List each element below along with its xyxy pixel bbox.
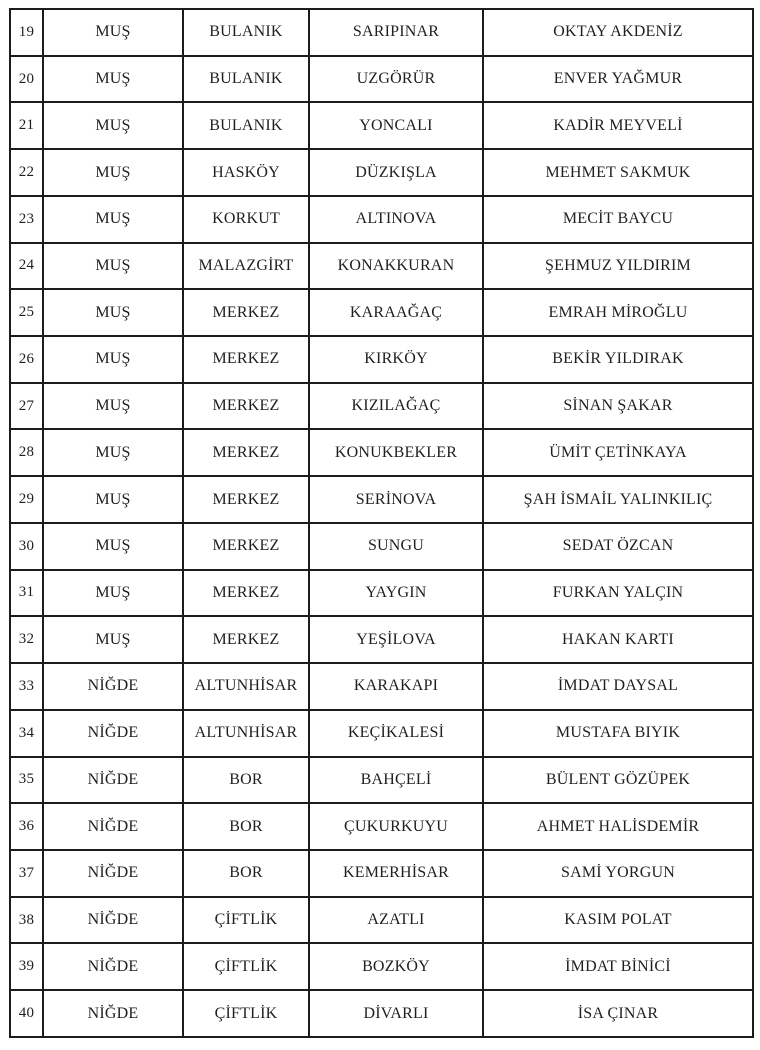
locality-cell: BOZKÖY	[309, 943, 483, 990]
table-row	[10, 616, 753, 663]
district-cell: ÇİFTLİK	[183, 990, 309, 1037]
locality-cell: YAYGIN	[309, 570, 483, 617]
district-cell: MALAZGİRT	[183, 243, 309, 290]
district-cell: MERKEZ	[183, 523, 309, 570]
person-name-cell: SAMİ YORGUN	[483, 850, 753, 897]
person-name-cell: HAKAN KARTI	[483, 616, 753, 663]
district-cell: MERKEZ	[183, 429, 309, 476]
locality-cell: UZGÖRÜR	[309, 56, 483, 103]
province-cell: MUŞ	[43, 476, 183, 523]
locality-cell: KEÇİKALESİ	[309, 710, 483, 757]
row-number-cell: 26	[10, 336, 43, 383]
locality-cell: SUNGU	[309, 523, 483, 570]
district-cell: KORKUT	[183, 196, 309, 243]
officials-table	[9, 8, 754, 1038]
locality-cell: AZATLI	[309, 897, 483, 944]
table-row	[10, 663, 753, 710]
table-row	[10, 943, 753, 990]
row-number-cell: 20	[10, 56, 43, 103]
locality-cell: SERİNOVA	[309, 476, 483, 523]
person-name-cell: İMDAT DAYSAL	[483, 663, 753, 710]
table-row	[10, 9, 753, 56]
province-cell: NİĞDE	[43, 943, 183, 990]
province-cell: MUŞ	[43, 149, 183, 196]
table-row	[10, 897, 753, 944]
row-number-cell: 25	[10, 289, 43, 336]
province-cell: MUŞ	[43, 523, 183, 570]
province-cell: NİĞDE	[43, 710, 183, 757]
locality-cell: SARIPINAR	[309, 9, 483, 56]
person-name-cell: MEHMET SAKMUK	[483, 149, 753, 196]
table-row	[10, 56, 753, 103]
person-name-cell: MECİT BAYCU	[483, 196, 753, 243]
row-number-cell: 30	[10, 523, 43, 570]
person-name-cell: KASIM POLAT	[483, 897, 753, 944]
district-cell: HASKÖY	[183, 149, 309, 196]
row-number-cell: 27	[10, 383, 43, 430]
district-cell: MERKEZ	[183, 383, 309, 430]
row-number-cell: 31	[10, 570, 43, 617]
row-number-cell: 23	[10, 196, 43, 243]
row-number-cell: 29	[10, 476, 43, 523]
table-row	[10, 336, 753, 383]
province-cell: MUŞ	[43, 336, 183, 383]
row-number-cell: 28	[10, 429, 43, 476]
locality-cell: KARAAĞAÇ	[309, 289, 483, 336]
person-name-cell: ÜMİT ÇETİNKAYA	[483, 429, 753, 476]
province-cell: MUŞ	[43, 570, 183, 617]
person-name-cell: İMDAT BİNİCİ	[483, 943, 753, 990]
province-cell: MUŞ	[43, 56, 183, 103]
table-row	[10, 289, 753, 336]
table-row	[10, 149, 753, 196]
district-cell: ALTUNHİSAR	[183, 663, 309, 710]
locality-cell: ALTINOVA	[309, 196, 483, 243]
province-cell: MUŞ	[43, 383, 183, 430]
locality-cell: ÇUKURKUYU	[309, 803, 483, 850]
locality-cell: KONUKBEKLER	[309, 429, 483, 476]
province-cell: MUŞ	[43, 429, 183, 476]
person-name-cell: ŞEHMUZ YILDIRIM	[483, 243, 753, 290]
table-row	[10, 196, 753, 243]
district-cell: BULANIK	[183, 56, 309, 103]
locality-cell: YONCALI	[309, 102, 483, 149]
locality-cell: DÜZKIŞLA	[309, 149, 483, 196]
district-cell: BOR	[183, 850, 309, 897]
province-cell: NİĞDE	[43, 850, 183, 897]
table-row	[10, 710, 753, 757]
row-number-cell: 22	[10, 149, 43, 196]
person-name-cell: OKTAY AKDENİZ	[483, 9, 753, 56]
table-row	[10, 990, 753, 1037]
province-cell: MUŞ	[43, 289, 183, 336]
locality-cell: KIRKÖY	[309, 336, 483, 383]
row-number-cell: 39	[10, 943, 43, 990]
officials-table-body	[10, 9, 753, 1037]
person-name-cell: BÜLENT GÖZÜPEK	[483, 757, 753, 804]
person-name-cell: İSA ÇINAR	[483, 990, 753, 1037]
person-name-cell: KADİR MEYVELİ	[483, 102, 753, 149]
row-number-cell: 21	[10, 102, 43, 149]
district-cell: BOR	[183, 803, 309, 850]
district-cell: ALTUNHİSAR	[183, 710, 309, 757]
row-number-cell: 34	[10, 710, 43, 757]
person-name-cell: BEKİR YILDIRAK	[483, 336, 753, 383]
person-name-cell: SİNAN ŞAKAR	[483, 383, 753, 430]
province-cell: NİĞDE	[43, 757, 183, 804]
district-cell: ÇİFTLİK	[183, 943, 309, 990]
locality-cell: KONAKKURAN	[309, 243, 483, 290]
row-number-cell: 33	[10, 663, 43, 710]
person-name-cell: ENVER YAĞMUR	[483, 56, 753, 103]
table-row	[10, 383, 753, 430]
district-cell: MERKEZ	[183, 476, 309, 523]
locality-cell: YEŞİLOVA	[309, 616, 483, 663]
person-name-cell: EMRAH MİROĞLU	[483, 289, 753, 336]
district-cell: MERKEZ	[183, 289, 309, 336]
district-cell: ÇİFTLİK	[183, 897, 309, 944]
table-row	[10, 570, 753, 617]
province-cell: MUŞ	[43, 616, 183, 663]
locality-cell: BAHÇELİ	[309, 757, 483, 804]
province-cell: MUŞ	[43, 9, 183, 56]
table-row	[10, 850, 753, 897]
province-cell: NİĞDE	[43, 897, 183, 944]
table-row	[10, 476, 753, 523]
locality-cell: DİVARLI	[309, 990, 483, 1037]
person-name-cell: FURKAN YALÇIN	[483, 570, 753, 617]
row-number-cell: 36	[10, 803, 43, 850]
row-number-cell: 38	[10, 897, 43, 944]
table-row	[10, 523, 753, 570]
locality-cell: KEMERHİSAR	[309, 850, 483, 897]
province-cell: NİĞDE	[43, 990, 183, 1037]
table-row	[10, 803, 753, 850]
table-row	[10, 757, 753, 804]
row-number-cell: 37	[10, 850, 43, 897]
province-cell: MUŞ	[43, 102, 183, 149]
district-cell: MERKEZ	[183, 616, 309, 663]
district-cell: BULANIK	[183, 102, 309, 149]
province-cell: MUŞ	[43, 196, 183, 243]
table-row	[10, 429, 753, 476]
row-number-cell: 32	[10, 616, 43, 663]
table-row	[10, 243, 753, 290]
district-cell: BOR	[183, 757, 309, 804]
province-cell: MUŞ	[43, 243, 183, 290]
district-cell: BULANIK	[183, 9, 309, 56]
province-cell: NİĞDE	[43, 803, 183, 850]
person-name-cell: AHMET HALİSDEMİR	[483, 803, 753, 850]
person-name-cell: MUSTAFA BIYIK	[483, 710, 753, 757]
locality-cell: KIZILAĞAÇ	[309, 383, 483, 430]
district-cell: MERKEZ	[183, 570, 309, 617]
row-number-cell: 19	[10, 9, 43, 56]
row-number-cell: 24	[10, 243, 43, 290]
province-cell: NİĞDE	[43, 663, 183, 710]
row-number-cell: 35	[10, 757, 43, 804]
person-name-cell: SEDAT ÖZCAN	[483, 523, 753, 570]
locality-cell: KARAKAPI	[309, 663, 483, 710]
district-cell: MERKEZ	[183, 336, 309, 383]
row-number-cell: 40	[10, 990, 43, 1037]
person-name-cell: ŞAH İSMAİL YALINKILIÇ	[483, 476, 753, 523]
table-row	[10, 102, 753, 149]
